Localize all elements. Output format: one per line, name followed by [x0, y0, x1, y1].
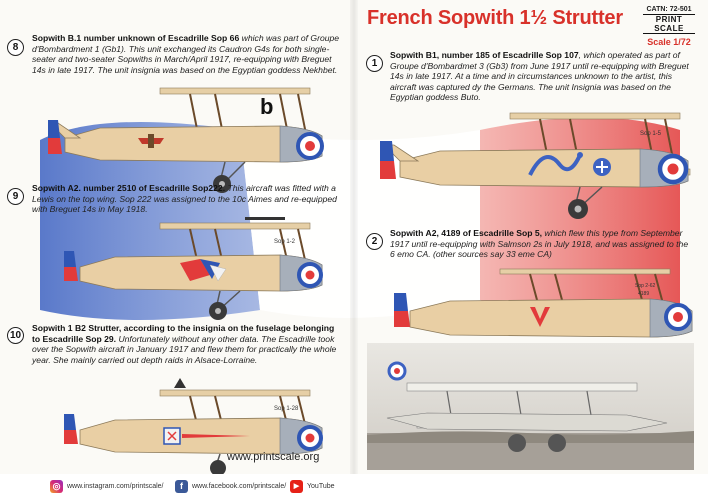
facebook-link[interactable] — [175, 480, 286, 493]
entry-1-description — [390, 50, 690, 103]
aircraft-sop66-profile — [40, 78, 340, 198]
entry-10-title: Sopwith 1 B2 Strutter, according to the insignia on the fuselage belonging to Escadrille Sop 29. — [32, 323, 335, 344]
page-title: French Sopwith 1½ Strutter — [367, 7, 623, 29]
entry-9-title: Sopwith A2. number 2510 of Escadrille Sop222. — [32, 183, 226, 193]
website-url[interactable]: www.printscale.org — [227, 451, 320, 463]
facebook-url[interactable]: www.facebook.com/printscale/ — [192, 483, 287, 490]
aircraft-sop107-profile — [370, 105, 700, 225]
printscale-logo — [637, 6, 701, 47]
entry-10-text: Unfortunately without any other data. The Escadrille took over the Sopwith aircraft in January 1917 and flew them for practically the whole year. She mainly carried out depth raids in Alsace-Lorraine. — [32, 333, 337, 365]
entry-8-description — [32, 33, 342, 75]
entry-1-text: , which operated as part of Groupe d'Bombardmet 3 (Gb3) from June 1917 until re-equipping with Breguet 14s in late 1917. At a time and in circumstances unknown to the artist, this aircraft was captured dy the Germans. The unit Insignia was based on the Egyptian goddess Buto. — [390, 50, 689, 102]
instagram-url[interactable]: www.instagram.com/printscale/ — [67, 483, 164, 490]
page-fold — [350, 0, 358, 501]
aircraft-sop222-profile — [60, 215, 340, 325]
entry-1-title: Sopwith B1, number 185 of Escadrille Sop 107 — [390, 50, 579, 60]
sop5-serial: 4189 — [638, 291, 650, 297]
sop66-code-letter: b — [260, 94, 274, 119]
youtube-link[interactable] — [290, 480, 335, 493]
entry-2-text: which flew this type from September 1917 until re-equipping with Salmson 2s in July 1918, and was assigned to the 6 emo CA. (other sources say 33 eme CA) — [390, 228, 689, 259]
entry-9-description — [32, 183, 342, 215]
entry-number-1: 1 — [366, 55, 383, 72]
scale-label: Scale 1/72 — [647, 37, 691, 47]
entry-8-title: Sopwith B.1 number unknown of Escadrille Sop 66 — [32, 33, 240, 43]
aircraft-sop5-profile — [380, 265, 700, 345]
youtube-label[interactable]: YouTube — [307, 483, 335, 490]
historical-photo — [367, 343, 694, 470]
aircraft-sop29-profile — [60, 378, 340, 478]
facebook-icon: f — [175, 480, 188, 493]
sop222-code: Sop 1-2 — [274, 239, 296, 245]
entry-2-description — [390, 228, 695, 260]
brand-name: PRINT SCALE — [643, 14, 695, 34]
entry-number-9: 9 — [7, 188, 24, 205]
catalog-number: CATN: 72-501 — [646, 6, 692, 13]
entry-number-10: 10 — [7, 327, 24, 344]
entry-9-text: This aircraft was fitted with a Lewis on the top wing. Sop 222 was assigned to the 10c Aimes and re-equipped with Breguet 14s in May 1918. — [32, 183, 337, 214]
entry-10-description — [32, 323, 342, 365]
entry-number-2: 2 — [366, 233, 383, 250]
youtube-icon: ▶ — [290, 480, 303, 493]
sop107-code: Sop 1-5 — [640, 131, 662, 137]
instagram-icon: ◎ — [50, 480, 63, 493]
instagram-link[interactable] — [50, 480, 163, 493]
entry-2-title: Sopwith A2, 4189 of Escadrille Sop 5, — [390, 228, 543, 238]
sop5-code: Sop 2-62 — [635, 283, 656, 289]
entry-8-text: which was part of Groupe d'Bombardment 1 (Gb1). This unit exchanged its Caudron G4s for both single-seater and two-seater Sopwiths in March/April 1917, re-equipping with Breguet 14s in late 1917. The unit insignia was based on the Egyptian goddess Nekhbet. — [32, 33, 340, 75]
sop29-code: Sop 1-28 — [274, 406, 299, 412]
entry-number-8: 8 — [7, 39, 24, 56]
